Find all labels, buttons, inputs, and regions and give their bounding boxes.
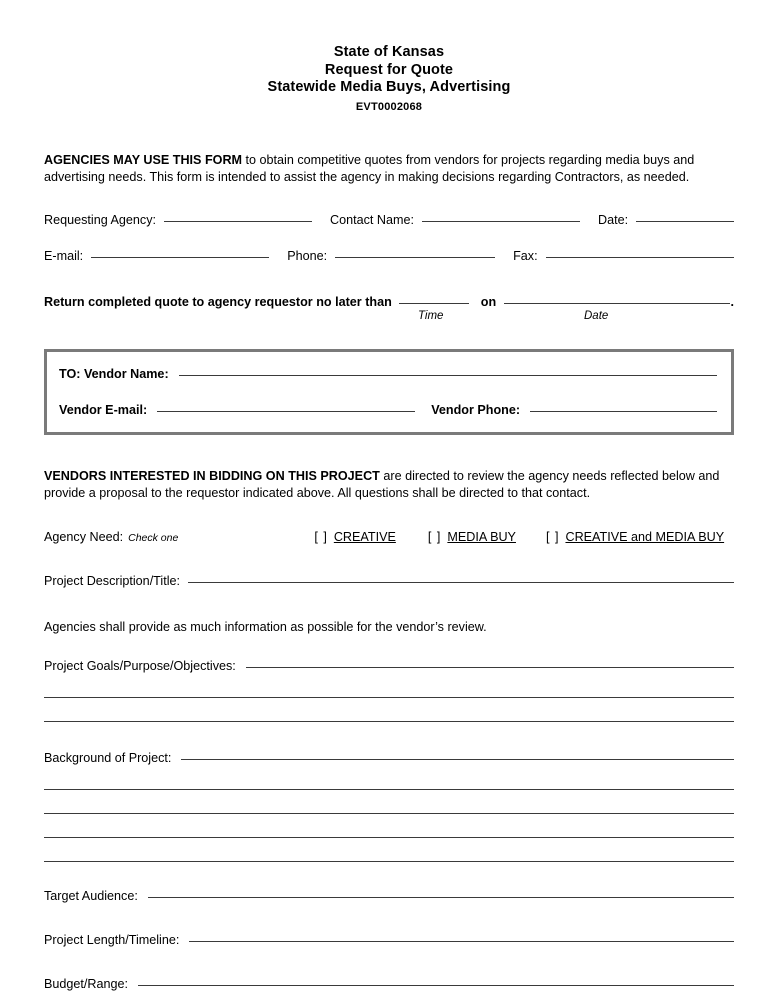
background-line-5[interactable] [44,861,734,862]
project-description-row [44,573,734,589]
project-description-input[interactable] [188,582,734,583]
intro-bold-lead: AGENCIES MAY USE THIS FORM [44,152,243,167]
project-goals-line-2[interactable] [44,697,734,698]
header-line-state: State of Kansas [333,44,445,60]
return-time-input[interactable] [399,303,469,304]
budget-range-label: Budget/Range: [44,977,129,991]
vendor-email-phone-row [59,402,717,418]
checkbox-icon[interactable]: [ ] [427,529,442,544]
project-goals-line-3[interactable] [44,721,734,722]
vendor-phone-input[interactable] [530,411,717,412]
requesting-agency-input[interactable] [164,221,312,222]
agency-need-option-media-buy[interactable] [428,529,516,545]
email-phone-fax-row [44,248,734,264]
date-label: Date: [598,212,629,227]
page-content [44,0,734,992]
vendors-note-body-text: are directed to review the agency needs reflected below and provide a proposal to the requestor indicated above. All questions shall be directed to that contact. [44,468,720,500]
background-line-2[interactable] [44,789,734,790]
contact-name-input[interactable] [422,221,580,222]
contact-name-label: Contact Name: [330,212,415,227]
vendor-email-input[interactable] [157,411,415,412]
budget-range-row [44,976,734,992]
agencies-information-note: Agencies shall provide as much information as possible for the vendor’s review. [44,619,487,634]
intro-body-text: to obtain competitive quotes from vendors for projects regarding media buys and advertising needs. This form is intended to assist the agency in making decisions regarding Contractors, as needed. [44,152,695,184]
agency-need-option-creative-label: CREATIVE [333,529,396,544]
project-length-row [44,932,734,948]
header-line-subject: Statewide Media Buys, Advertising [267,79,511,95]
project-goals-label: Project Goals/Purpose/Objectives: [44,659,236,673]
target-audience-input[interactable] [148,897,734,898]
email-label: E-mail: [44,248,84,263]
document-header [44,0,734,115]
project-goals-input[interactable] [246,667,734,668]
project-goals-row [44,658,734,674]
requesting-agency-label: Requesting Agency: [44,212,157,227]
date-caption: Date [584,309,609,322]
date-input[interactable] [636,221,734,222]
return-captions [44,310,734,325]
return-date-input[interactable] [504,303,729,304]
vendors-note-bold-lead: VENDORS INTERESTED IN BIDDING ON THIS PROJECT [44,468,380,483]
time-caption: Time [418,309,444,322]
target-audience-label: Target Audience: [44,889,138,903]
agency-need-option-creative-and-media-buy-label: CREATIVE and MEDIA BUY [565,529,725,544]
phone-input[interactable] [335,257,495,258]
phone-label: Phone: [287,248,328,263]
project-length-label: Project Length/Timeline: [44,933,180,947]
intro-paragraph [44,152,734,187]
return-joiner-label: on [480,294,497,309]
vendor-info-box [44,349,734,435]
background-of-project-row [44,750,734,766]
vendor-name-row [59,366,717,382]
vendor-name-input[interactable] [179,375,717,376]
return-terminator: . [730,294,734,309]
agency-need-label: Agency Need: [44,529,124,544]
return-instruction-row [44,294,734,310]
budget-range-input[interactable] [138,985,734,986]
agency-need-option-creative[interactable] [314,529,396,545]
agency-need-option-media-buy-label: MEDIA BUY [447,529,516,544]
fax-label: Fax: [513,248,538,263]
background-of-project-input[interactable] [181,759,734,760]
return-instruction-lead: Return completed quote to agency requestor no later than [44,294,392,309]
header-line-title: Request for Quote [324,61,454,78]
agency-need-row [44,529,734,546]
target-audience-row [44,888,734,904]
background-line-3[interactable] [44,813,734,814]
requesting-agency-row [44,212,734,228]
vendors-note-paragraph [44,468,734,503]
fax-input[interactable] [546,257,734,258]
agency-need-option-creative-and-media-buy[interactable] [546,529,724,545]
background-of-project-label: Background of Project: [44,751,172,765]
vendor-email-label: Vendor E-mail: [59,402,148,417]
project-description-label: Project Description/Title: [44,573,181,588]
checkbox-icon[interactable]: [ ] [314,529,328,544]
event-number: EVT0002068 [355,100,423,113]
check-one-instruction: Check one [128,531,179,544]
background-line-4[interactable] [44,837,734,838]
email-input[interactable] [91,257,269,258]
checkbox-icon[interactable]: [ ] [545,529,560,544]
vendor-phone-label: Vendor Phone: [431,402,521,417]
project-length-input[interactable] [189,941,734,942]
vendor-name-label: TO: Vendor Name: [59,366,169,381]
